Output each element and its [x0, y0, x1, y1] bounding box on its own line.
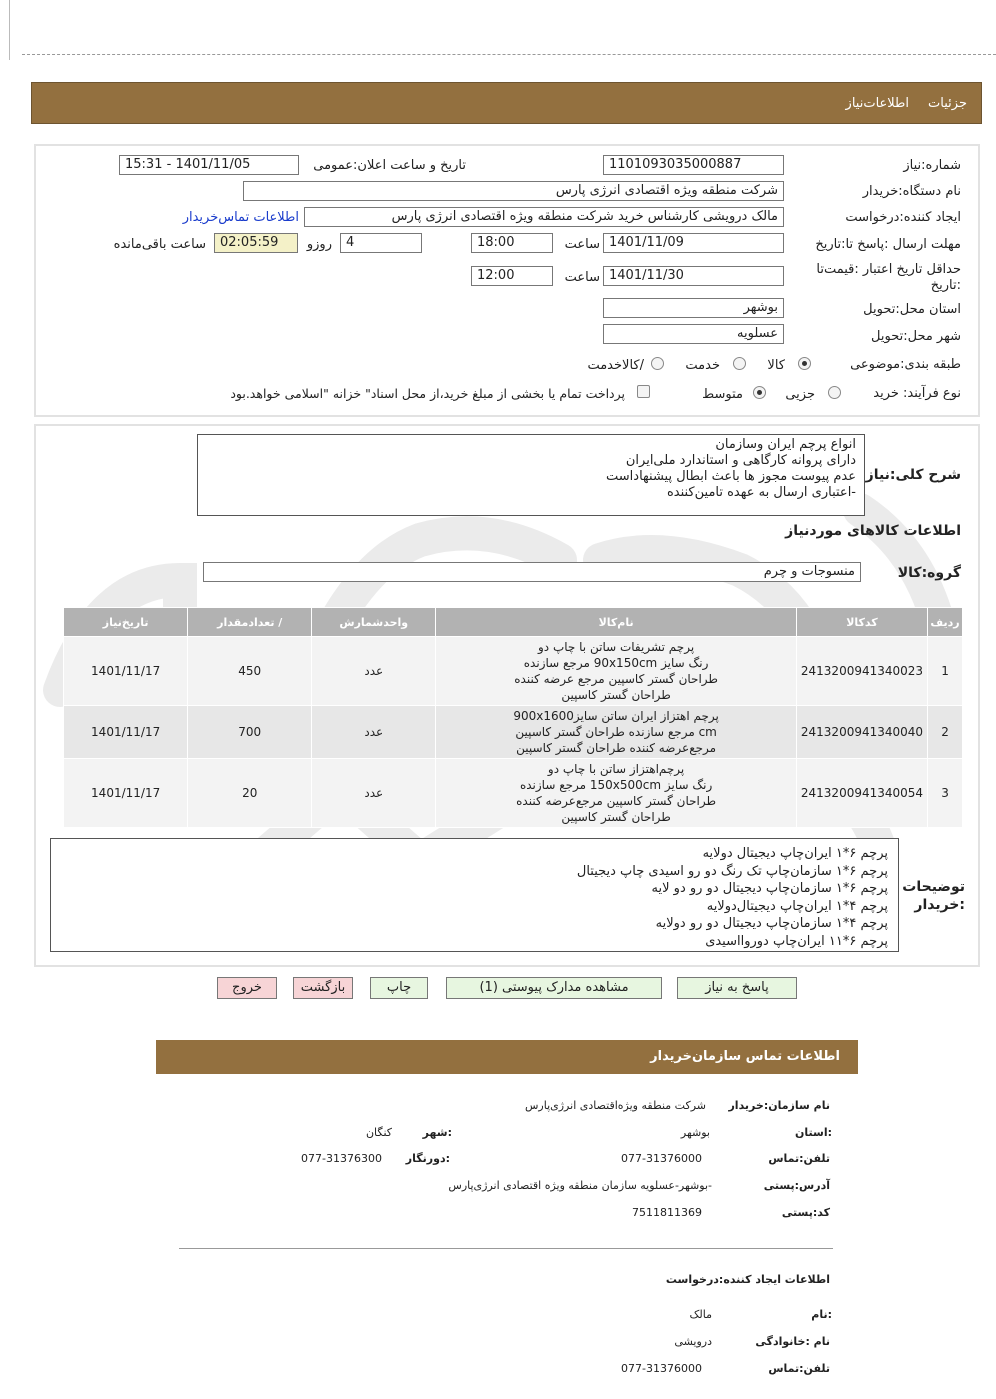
row-name-line: طراحان گستر کاسپین	[561, 688, 671, 702]
col-code: کدکالا	[797, 608, 927, 636]
col-qty: / تعدادمقدار	[188, 608, 311, 636]
announce-label: تاریخ و ساعت اعلان:عمومی	[313, 158, 466, 173]
province-field: بوشهر	[603, 298, 784, 318]
table-row	[64, 706, 962, 758]
category-both-label: /کالاخدمت	[587, 358, 644, 373]
contact-postal-value: 7511811369	[632, 1206, 702, 1219]
notes-line: پرچم ۴*۱ سازمان‌چاپ دیجیتال دو رو دولایه	[655, 916, 888, 931]
header-bar	[31, 82, 982, 124]
contact-org-value: شرکت منطقه ویژه‌اقتصادی انرژی‌پارس	[524, 1099, 706, 1112]
validity-time-field: 12:00	[471, 266, 553, 286]
process-partial-label: جزیی	[785, 387, 815, 402]
goods-group-label: گروه:کالا	[897, 565, 961, 581]
need-number-label: شماره:نیاز	[903, 158, 961, 173]
goods-section-title: اطلاعات کالاهای موردنیاز	[785, 523, 961, 539]
tab-details[interactable]: جزئیات	[928, 96, 967, 111]
row-name-line: طراحان گستر کاسپین مرجع عرضه کننده	[514, 672, 718, 686]
validity-time-label: ساعت	[564, 270, 600, 285]
creator-phone-value: 077-31376000	[621, 1362, 702, 1375]
row-name-line: پرچم تشریفات ساتن با چاپ دو	[538, 640, 695, 654]
view-attachments-button[interactable]: مشاهده مدارک پیوستی (1)	[446, 977, 662, 999]
creator-field: مالک درویشی کارشناس خرید شرکت منطقه ویژه اقتصادی انرژی پارس	[304, 207, 784, 227]
process-partial-radio[interactable]	[828, 386, 841, 399]
process-label: نوع فرآیند: خرید	[873, 386, 961, 401]
left-rule	[9, 0, 10, 60]
validity-label-2: :تاریخ	[930, 278, 961, 293]
col-name: نام‌کالا	[436, 608, 796, 636]
category-label: طبقه بندی:موضوعی	[850, 357, 961, 372]
row-date: 1401/11/17	[64, 706, 187, 758]
exit-button[interactable]: خروج	[217, 977, 277, 999]
contact-postal-key: کد:پستی	[781, 1206, 830, 1219]
row-name-line: رنگ سایز 150x500cm مرجع سازنده	[519, 778, 713, 792]
contact-fax-key: :دورنگار	[405, 1152, 450, 1165]
buyer-notes-box	[50, 838, 899, 952]
print-button[interactable]: چاپ	[370, 977, 428, 999]
contact-section-title: اطلاعات تماس سازمان‌خریدار	[650, 1049, 840, 1064]
notes-line: پرچم ۴*۱ ایران‌چاپ دیجیتال‌دولایه	[706, 898, 888, 914]
announce-field: 1401/11/05 - 15:31	[119, 155, 299, 175]
contact-province-key: :استان	[795, 1126, 832, 1139]
row-code: 2413200941340023	[797, 637, 927, 705]
city-label: شهر محل:تحویل	[871, 329, 961, 344]
deadline-time-field: 18:00	[471, 233, 553, 253]
category-service-radio[interactable]	[733, 357, 746, 370]
row-name-line: cm مرجع سازنده طراحان گستر کاسپین	[515, 725, 717, 739]
process-medium-radio[interactable]	[753, 386, 766, 399]
buyer-org-label: نام دستگاه:خریدار	[862, 184, 961, 199]
category-goods-radio[interactable]	[798, 357, 811, 370]
validity-date-field: 1401/11/30	[603, 266, 784, 286]
row-code: 2413200941340040	[797, 706, 927, 758]
row-unit: عدد	[312, 706, 435, 758]
row-unit: عدد	[312, 637, 435, 705]
row-index: 1	[928, 637, 962, 705]
row-date: 1401/11/17	[64, 759, 187, 827]
deadline-date-field: 1401/11/09	[603, 233, 784, 253]
contact-province-value: بوشهر	[680, 1126, 710, 1139]
deadline-time-label: ساعت	[564, 237, 600, 252]
contact-divider	[179, 1248, 833, 1249]
contact-phone-value: 077-31376000	[621, 1152, 702, 1165]
contact-org-key: نام سازمان:خریدار	[728, 1099, 830, 1112]
dashed-divider	[22, 54, 996, 55]
row-name	[436, 759, 796, 827]
process-medium-label: متوسط	[702, 387, 743, 402]
row-date: 1401/11/17	[64, 637, 187, 705]
description-label: شرح کلی:نیاز	[865, 467, 961, 483]
row-qty: 700	[188, 706, 311, 758]
creator-family-key: نام :خانوادگی	[755, 1335, 830, 1348]
description-line: انواع پرچم ایران وسازمان	[715, 437, 856, 452]
creator-family-value: درویشی	[674, 1335, 712, 1348]
row-name-line: طراحان گستر کاسپین	[561, 810, 671, 824]
row-name	[436, 706, 796, 758]
description-line: -اعتباری ارسال به عهده تامین‌کننده	[666, 485, 856, 500]
deadline-label: مهلت ارسال :پاسخ تا:تاریخ	[815, 237, 961, 252]
notes-line: پرچم ۶*۱ سازمان‌چاپ تک رنگ دو رو اسیدی چاپ دیجیتال	[576, 863, 888, 879]
contact-city-key: :شهر	[422, 1126, 452, 1139]
creator-label: ایجاد کننده:درخواست	[845, 210, 961, 225]
row-qty: 20	[188, 759, 311, 827]
description-line: دارای پروانه کارگاهی و استاندارد ملی‌ایران	[625, 453, 856, 468]
row-name	[436, 637, 796, 705]
buyer-org-field: شرکت منطقه ویژه اقتصادی انرژی پارس	[243, 181, 784, 201]
contact-phone-key: تلفن:تماس	[768, 1152, 830, 1165]
table-row	[64, 759, 962, 827]
col-row: ردیف	[928, 608, 962, 636]
tab-need-info[interactable]: اطلاعات‌نیاز	[845, 96, 909, 111]
row-unit: عدد	[312, 759, 435, 827]
description-line: عدم پیوست مجوز ها باعث ابطال پیشنهاداست	[606, 469, 856, 484]
creator-name-value: مالک	[689, 1308, 712, 1321]
buyer-notes-label: توضیحات	[902, 879, 965, 895]
buyer-contact-link[interactable]: اطلاعات تماس‌خریدار	[182, 210, 299, 225]
treasury-payment-label: پرداخت تمام یا بخشی از مبلغ خرید،از محل اسناد" خزانه "اسلامی خواهد.بود	[230, 386, 625, 401]
notes-line: پرچم ۶*۱ سازمان‌چاپ دیجیتال دو رو دو لایه	[651, 881, 888, 896]
notes-line: پرچم ۶*۱ ایران‌چاپ دیجیتال دولایه	[702, 846, 888, 861]
remaining-label: ساعت باقی‌مانده	[113, 237, 206, 252]
contact-address-key: آدرس:پستی	[763, 1179, 830, 1192]
row-name-line: مرجع‌عرضه کننده طراحان گستر کاسپین	[516, 741, 717, 755]
contact-city-value: کنگان	[365, 1126, 392, 1139]
back-button[interactable]: بازگشت	[293, 977, 353, 999]
row-qty: 450	[188, 637, 311, 705]
province-label: استان محل:تحویل	[863, 302, 961, 317]
col-date: تاریخ‌نیاز	[64, 608, 187, 636]
row-name-line: طراحان گستر کاسپین مرجع‌عرضه کننده	[516, 794, 717, 808]
creator-phone-key: تلفن:تماس	[768, 1362, 830, 1375]
category-service-label: خدمت	[685, 358, 720, 373]
creator-info-title: اطلاعات ایجاد کننده:درخواست	[665, 1273, 830, 1286]
goods-group-field: منسوجات و چرم	[203, 562, 861, 582]
row-name-line: رنگ سایز 90x150cm مرجع سازنده	[523, 656, 709, 670]
goods-table	[63, 607, 963, 828]
notes-line: پرچم ۶*۱۱ ایران‌چاپ دوروااسیدی	[705, 933, 888, 949]
need-number-field: 1101093035000887	[603, 155, 784, 175]
row-name-line: پرچم‌اهتزاز ساتن با چاپ دو	[547, 762, 685, 776]
row-name-line: پرچم اهتزاز ایران ساتن سایز900x1600	[513, 709, 719, 723]
row-index: 3	[928, 759, 962, 827]
days-label: روزو	[306, 237, 332, 252]
table-row	[64, 637, 962, 705]
row-code: 2413200941340054	[797, 759, 927, 827]
goods-table-header	[64, 608, 962, 636]
validity-label: حداقل تاریخ اعتبار :قیمت‌تا	[816, 262, 961, 277]
reply-button[interactable]: پاسخ به نیاز	[677, 977, 797, 999]
category-goods-label: کالا	[767, 358, 785, 373]
contact-fax-value: 077-31376300	[301, 1152, 382, 1165]
treasury-payment-checkbox[interactable]	[637, 385, 650, 398]
days-field: 4	[340, 233, 422, 253]
col-unit: واحدشمارش	[312, 608, 435, 636]
category-both-radio[interactable]	[651, 357, 664, 370]
buyer-notes-label-2: :خریدار	[914, 897, 965, 913]
creator-name-key: :نام	[811, 1308, 832, 1321]
remaining-time-field: 02:05:59	[214, 233, 298, 253]
contact-address-value: -بوشهر-عسلویه سازمان منطقه ویژه اقتصادی انرژی‌پارس	[448, 1179, 712, 1192]
city-field: عسلویه	[603, 324, 784, 344]
contact-header-bar	[156, 1040, 858, 1074]
description-box	[197, 434, 865, 516]
row-index: 2	[928, 706, 962, 758]
